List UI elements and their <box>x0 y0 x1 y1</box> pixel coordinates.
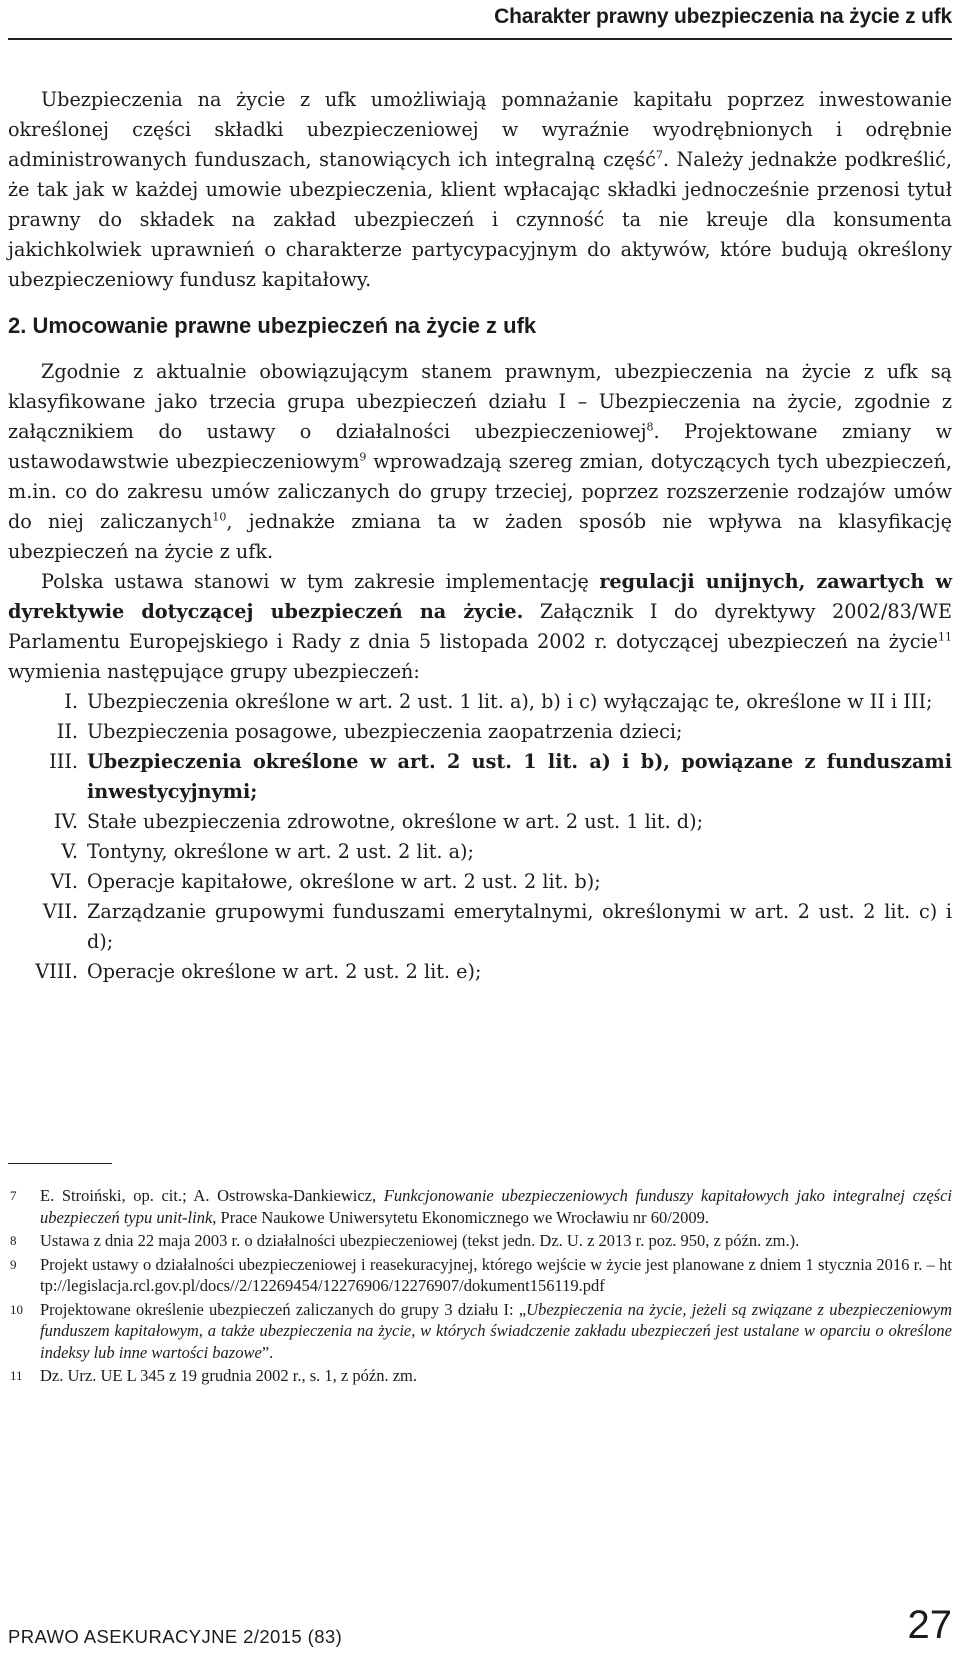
list-item-text: Ubezpieczenia posagowe, ubezpieczenia zaopatrzenia dzieci; <box>87 720 683 743</box>
list-item-text: Ubezpieczenia określone w art. 2 ust. 1 lit. a) i b), powiązane z funduszami inwestycyjnymi; <box>87 750 952 803</box>
list-item <box>8 807 952 837</box>
footnote-text: Ustawa z dnia 22 maja 2003 r. o działalności ubezpieczeniowej (tekst jedn. Dz. U. z 2013 r. poz. 950, z późn. zm.). <box>40 1231 800 1250</box>
list-item-text: Ubezpieczenia określone w art. 2 ust. 1 lit. a), b) i c) wyłączając te, określone w II i III; <box>87 690 933 713</box>
para2-text-a: Zgodnie z aktualnie obowiązującym stanem prawnym, ubezpieczenia na życie z ufk są klasyfikowane jako trzecia grupa ubezpieczeń działu I – Ubezpieczenia na życie, zgodnie z załącznikiem do ustawy o działalności ubezpieczeniowej <box>8 360 952 443</box>
para2-text-c: wprowadzają szereg zmian, dotyczących tych ubezpieczeń, m.in. co do zakresu umów zaliczanych do grupy trzeciej, poprzez rozszerzenie rodzajów umów do niej zaliczanych <box>8 450 952 533</box>
list-item <box>8 687 952 717</box>
paragraph-2 <box>8 357 952 567</box>
list-item-text: Operacje określone w art. 2 ust. 2 lit. e); <box>87 960 482 983</box>
para3-text-c: wymienia następujące grupy ubezpieczeń: <box>8 660 420 683</box>
para2-text-b: . Projektowane zmiany w ustawodawstwie ubezpieczeniowym <box>8 420 952 473</box>
footnotes <box>8 1185 952 1389</box>
footnote-ref-10[interactable]: 10 <box>212 510 227 524</box>
list-item-number: III. <box>49 750 78 773</box>
list-item-number: II. <box>56 720 78 743</box>
footnote-number: 11 <box>10 1368 23 1383</box>
footnote-text <box>40 1185 952 1228</box>
annex-group-list <box>8 687 952 987</box>
footnote-text: Dz. Urz. UE L 345 z 19 grudnia 2002 r., s. 1, z późn. zm. <box>40 1366 417 1385</box>
para1-text-b: . Należy jednakże podkreślić, że tak jak w każdej umowie ubezpieczenia, klient wpłacając składki jednocześnie przenosi tytuł prawny do składek na zakład ubezpieczeń i czynność ta nie kreuje dla konsumenta jakichkolwiek uprawnień o charakterze partycypacyjnym do aktywów, które budują określony ubezpieczeniowy fundusz kapitałowy. <box>8 148 953 291</box>
footnote-number: 8 <box>10 1233 17 1248</box>
list-item-number: V. <box>61 840 78 863</box>
footnote-10 <box>8 1299 952 1364</box>
footnote-text-b: ”. <box>261 1342 274 1362</box>
list-item <box>8 837 952 867</box>
footnote-number: 7 <box>10 1188 17 1203</box>
para1-text-a: Ubezpieczenia na życie z ufk umożliwiają pomnażanie kapitału poprzez inwestowanie określonej części składki ubezpieczeniowej w wyraźnie wyodrębnionych i odrębnie administrowanych funduszach, stanowiących ich integralną część <box>8 88 952 171</box>
footnote-text-a: E. Stroiński, op. cit.; A. Ostrowska-Dankiewicz, <box>40 1186 384 1205</box>
paragraph-1 <box>8 85 952 295</box>
footnote-ref-7[interactable]: 7 <box>655 148 663 162</box>
list-item-number: VIII. <box>35 960 78 983</box>
paragraph-3 <box>8 567 952 687</box>
footnote-11 <box>8 1365 952 1387</box>
footnote-separator <box>8 1163 112 1164</box>
page-number: 27 <box>907 1603 952 1647</box>
section-heading: 2. Umocowanie prawne ubezpieczeń na życie z ufk <box>8 313 537 338</box>
footnote-9 <box>8 1254 952 1297</box>
list-item-number: VII. <box>42 900 78 923</box>
footnote-text-a: Projektowane określenie ubezpieczeń zaliczanych do grupy 3 działu I: „ <box>40 1299 527 1319</box>
list-item <box>8 867 952 897</box>
footnote-number: 9 <box>10 1256 17 1272</box>
footnote-quote-italic: Ubezpieczenia na życie, jeżeli są związane z ubezpieczeniowym funduszem kapitałowym, a także ubezpieczenia na życie, w których świadczenie zakładu ubezpieczeń jest ustalane w oparciu o określone indeksy lub inne wartości bazowe <box>40 1299 952 1362</box>
list-item-text: Tontyny, określone w art. 2 ust. 2 lit. a); <box>87 840 475 863</box>
para3-text-b: Załącznik I do dyrektywy 2002/83/WE Parlamentu Europejskiego i Rady z dnia 5 listopada 2002 r. dotyczącej ubezpieczeń na życie <box>8 600 953 653</box>
list-item-number: VI. <box>50 870 78 893</box>
list-item-text: Zarządzanie grupowymi funduszami emerytalnymi, określonymi w art. 2 ust. 2 lit. c) i d); <box>87 900 952 953</box>
footnote-text-b: , Prace Naukowe Uniwersytetu Ekonomicznego we Wrocławiu nr 60/2009. <box>212 1207 709 1227</box>
list-item <box>8 897 952 957</box>
footnote-text: Projekt ustawy o działalności ubezpieczeniowej i reasekuracyjnej, którego wejście w życie jest planowane z dniem 1 stycznia 2016 r. – http://legislacja.rcl.gov.pl/docs//2/12269454/12276906/12276907/dokument156119.pdf <box>40 1254 952 1295</box>
footnote-title-italic: Funkcjonowanie ubezpieczeniowych funduszy kapitałowych jako integralnej części ubezpieczeń typu unit-link <box>40 1186 952 1227</box>
main-text <box>8 85 952 987</box>
list-item-number: IV. <box>53 810 78 833</box>
journal-footer: PRAWO ASEKURACYJNE 2/2015 (83) <box>8 1626 343 1647</box>
running-head: Charakter prawny ubezpieczenia na życie z ufk <box>8 0 952 40</box>
list-item <box>8 717 952 747</box>
para3-text-a: Polska ustawa stanowi w tym zakresie implementację <box>41 570 600 593</box>
list-item <box>8 957 952 987</box>
footnote-7 <box>8 1185 952 1228</box>
footnote-ref-11[interactable]: 11 <box>938 630 952 644</box>
para2-text-d: , jednakże zmiana ta w żaden sposób nie wpływa na klasyfikację ubezpieczeń na życie z ufk. <box>8 510 952 563</box>
footnote-number: 10 <box>10 1301 23 1317</box>
footnote-8 <box>8 1230 952 1252</box>
list-item-text: Stałe ubezpieczenia zdrowotne, określone w art. 2 ust. 1 lit. d); <box>87 810 704 833</box>
footnote-ref-8[interactable]: 8 <box>646 420 654 434</box>
list-item-number: I. <box>64 690 78 713</box>
footnote-text <box>40 1299 952 1364</box>
list-item <box>8 747 952 807</box>
list-item-text: Operacje kapitałowe, określone w art. 2 ust. 2 lit. b); <box>87 870 601 893</box>
para3-bold-text: regulacji unijnych, zawartych w dyrektywie dotyczącej ubezpieczeń na życie. <box>8 570 952 623</box>
footnote-ref-9[interactable]: 9 <box>359 450 367 464</box>
